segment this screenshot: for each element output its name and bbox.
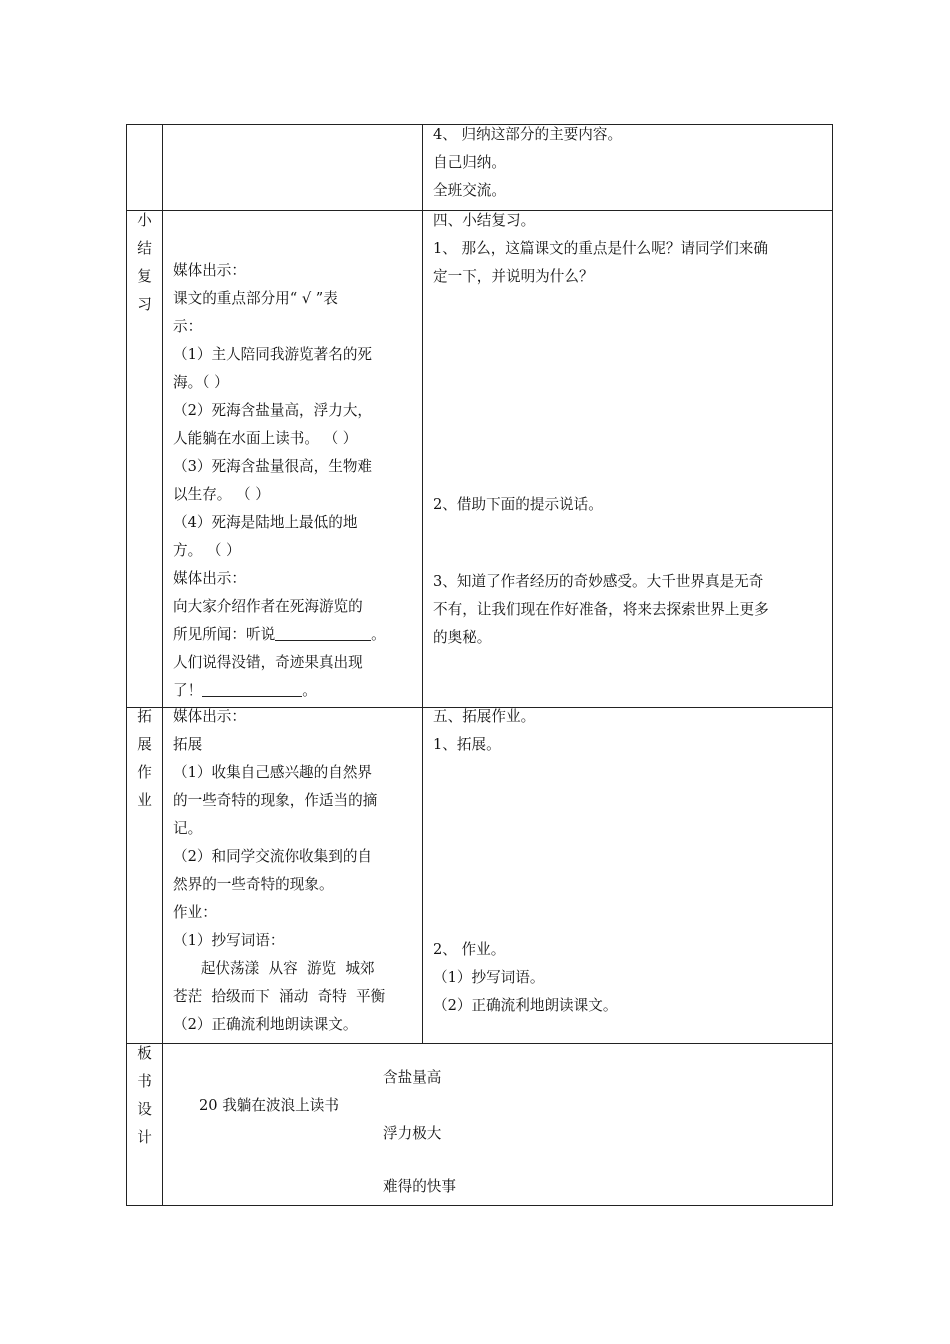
fill-text: 向大家介绍作者在死海游览的 (173, 598, 363, 615)
question-text: 2、借助下面的提示说话。 (433, 496, 603, 513)
label-char: 复 (137, 268, 152, 285)
section-heading: 五、拓展作业。 (433, 708, 536, 725)
row2-middle-cell (173, 257, 386, 705)
board-point: 难得的快事 (383, 1178, 456, 1195)
row3-item: 2、 作业。 (433, 941, 506, 958)
row2-right-q3 (433, 568, 769, 652)
row1-line: 自己归纳。 (433, 154, 506, 171)
fill-blank (275, 622, 371, 641)
question-text: 定一下，并说明为什么？ (433, 268, 594, 285)
row3-label (127, 703, 162, 815)
intro-text: 示： (173, 318, 203, 335)
row3-item: （2）正确流利地朗读课文。 (433, 997, 618, 1014)
question-text: 的奥秘。 (433, 629, 492, 646)
row3-right-homework (433, 936, 617, 1020)
board-point: 含盐量高 (383, 1069, 442, 1086)
fill-text: 人们说得没错，奇迹果真出现 (173, 654, 363, 671)
fill-blank (202, 678, 302, 697)
row-divider-3 (127, 1043, 833, 1044)
label-char: 结 (137, 240, 152, 257)
quiz-item: 以生存。 （ ） (173, 486, 270, 503)
row2-right-q2 (433, 491, 603, 519)
row3-line: 作业： (173, 904, 217, 921)
row3-line: 然界的一些奇特的现象。 (173, 876, 334, 893)
label-char: 计 (137, 1129, 152, 1146)
question-text: 3、知道了作者经历的奇妙感受。大千世界真是无奇 (433, 573, 764, 590)
quiz-item: （2）死海含盐量高，浮力大， (173, 402, 373, 419)
row3-item: （1）抄写词语。 (433, 969, 545, 986)
quiz-item: 方。 （ ） (173, 542, 241, 559)
quiz-item: （4）死海是陆地上最低的地 (173, 514, 358, 531)
quiz-item: 人能躺在水面上读书。 （ ） (173, 430, 358, 447)
row1-line: 全班交流。 (433, 182, 506, 199)
row3-line: 媒体出示： (173, 708, 246, 725)
row1-line: 4、 归纳这部分的主要内容。 (433, 126, 623, 143)
row3-line: （2）和同学交流你收集到的自 (173, 848, 373, 865)
row3-line: 拓展 (173, 736, 203, 753)
row3-line: （2）正确流利地朗读课文。 (173, 1016, 358, 1033)
label-char: 业 (137, 792, 152, 809)
fill-text: 所见所闻：听说 (173, 626, 276, 643)
fill-text: 。 (371, 626, 386, 643)
row3-line: 记。 (173, 820, 203, 837)
row3-line: （1）收集自己感兴趣的自然界 (173, 764, 373, 781)
row3-line: 的一些奇特的现象，作适当的摘 (173, 792, 378, 809)
row1-right-cell (433, 121, 622, 205)
fill-text: 了！ (173, 682, 203, 699)
column-divider-2 (422, 125, 423, 1043)
label-char: 习 (137, 296, 152, 313)
row3-line: 起伏荡漾 从容 游览 城郊 (173, 960, 375, 977)
label-char: 设 (137, 1101, 152, 1118)
question-text: 不有，让我们现在作好准备，将来去探索世界上更多 (433, 601, 769, 618)
lesson-plan-table (126, 124, 833, 1206)
question-text: 1、 那么，这篇课文的重点是什么呢？请同学们来确 (433, 240, 768, 257)
quiz-item: 海。（ ） (173, 374, 229, 391)
media-label: 媒体出示： (173, 262, 246, 279)
row3-line: （1）抄写词语： (173, 932, 285, 949)
fill-text: 。 (302, 682, 317, 699)
fill-line (173, 621, 386, 649)
intro-text: 课文的重点部分用“ √ ”表 (173, 290, 338, 307)
label-char: 展 (137, 736, 152, 753)
label-char: 板 (137, 1045, 152, 1062)
row3-middle-cell (173, 703, 385, 1039)
label-char: 作 (137, 764, 152, 781)
fill-line (173, 677, 386, 705)
row3-line: 苍茫 拾级而下 涌动 奇特 平衡 (173, 988, 386, 1005)
board-title: 20 我躺在波浪上读书 (199, 1097, 339, 1114)
quiz-item: （1）主人陪同我游览著名的死 (173, 346, 373, 363)
label-char: 拓 (137, 708, 152, 725)
media-label: 媒体出示： (173, 570, 246, 587)
row3-right-cell (433, 703, 535, 759)
label-char: 小 (137, 212, 152, 229)
row3-item: 1、拓展。 (433, 736, 501, 753)
board-point: 浮力极大 (383, 1125, 442, 1142)
row4-label (127, 1040, 162, 1152)
row2-right-cell (433, 207, 768, 291)
label-char: 书 (137, 1073, 152, 1090)
section-heading: 四、小结复习。 (433, 212, 536, 229)
quiz-item: （3）死海含盐量很高，生物难 (173, 458, 373, 475)
row2-label (127, 207, 162, 319)
